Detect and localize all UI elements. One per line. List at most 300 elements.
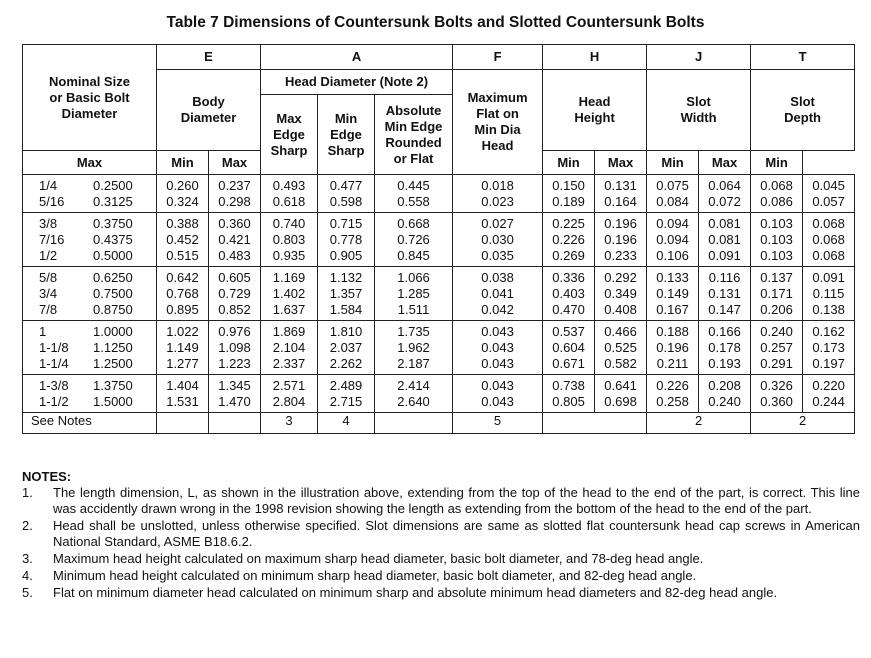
cell-value: 0.149 <box>656 286 689 301</box>
nominal-decimal: 1.2500 <box>93 356 133 371</box>
cell-value: 0.388 <box>166 216 199 231</box>
cell-value: 1.169 <box>272 270 306 285</box>
cell-value: 0.233 <box>604 248 637 263</box>
table-row-group <box>23 213 855 267</box>
head-height-header: Head Height <box>543 70 647 151</box>
cell-value: 0.525 <box>604 340 637 355</box>
footer-a-max-note: 3 <box>261 413 318 434</box>
cell-value: 0.197 <box>812 356 845 371</box>
cell-value: 1.098 <box>218 340 251 355</box>
value-cell-f <box>453 321 543 375</box>
cell-value: 0.226 <box>656 378 689 393</box>
value-cell-e-min <box>209 267 261 321</box>
cell-value: 1.223 <box>218 356 251 371</box>
value-cell-e-min <box>209 375 261 413</box>
letter-h-header: H <box>543 45 647 70</box>
value-cell-h-max <box>543 321 595 375</box>
cell-value: 0.043 <box>481 394 514 409</box>
value-cell-e-min <box>209 213 261 267</box>
table-row-group <box>23 321 855 375</box>
cell-value: 0.493 <box>272 178 306 193</box>
cell-value: 0.164 <box>604 194 637 209</box>
footer-f-note: 5 <box>453 413 543 434</box>
cell-value: 0.057 <box>812 194 845 209</box>
value-cell-e-max <box>157 321 209 375</box>
nominal-fraction: 5/8 <box>39 270 58 285</box>
head-diameter-header: Head Diameter (Note 2) <box>261 70 453 95</box>
cell-value: 2.337 <box>272 356 306 371</box>
cell-value: 1.132 <box>329 270 363 285</box>
footer-a-abs <box>375 413 453 434</box>
note-item <box>22 518 860 550</box>
cell-value: 0.225 <box>552 216 585 231</box>
note-item <box>22 551 860 567</box>
cell-value: 0.133 <box>656 270 689 285</box>
nominal-decimal: 0.7500 <box>93 286 133 301</box>
value-cell-a-abs <box>375 213 453 267</box>
value-cell-a-abs <box>375 175 453 213</box>
value-cell-t-min <box>803 321 855 375</box>
cell-value: 0.618 <box>272 194 306 209</box>
cell-value: 0.116 <box>708 270 741 285</box>
letter-f-header: F <box>453 45 543 70</box>
value-cell-a-max <box>261 213 318 267</box>
cell-value: 0.138 <box>812 302 845 317</box>
cell-value: 0.641 <box>604 378 637 393</box>
cell-value: 0.103 <box>760 232 793 247</box>
cell-value: 0.038 <box>481 270 514 285</box>
nominal-size-line <box>39 178 156 194</box>
see-notes-label: See Notes <box>23 413 157 434</box>
cell-value: 2.187 <box>397 356 430 371</box>
cell-value: 1.149 <box>166 340 199 355</box>
cell-value: 0.173 <box>812 340 845 355</box>
cell-value: 0.558 <box>397 194 430 209</box>
cell-value: 2.571 <box>272 378 306 393</box>
cell-value: 0.211 <box>656 356 689 371</box>
cell-value: 0.360 <box>218 216 251 231</box>
nominal-size-line <box>39 302 156 318</box>
nominal-decimal: 0.8750 <box>93 302 133 317</box>
cell-value: 0.042 <box>481 302 514 317</box>
value-cell-h-min <box>595 213 647 267</box>
nominal-size-line <box>39 356 156 372</box>
value-cell-j-min <box>699 375 751 413</box>
cell-value: 1.511 <box>397 302 430 317</box>
cell-value: 1.470 <box>218 394 251 409</box>
nominal-fraction: 7/16 <box>39 232 65 247</box>
j-min-header: Min <box>647 151 699 175</box>
t-min-header: Min <box>751 151 803 175</box>
cell-value: 0.642 <box>166 270 199 285</box>
cell-value: 0.403 <box>552 286 585 301</box>
cell-value: 0.726 <box>397 232 430 247</box>
cell-value: 0.043 <box>481 324 514 339</box>
cell-value: 2.804 <box>272 394 306 409</box>
cell-value: 0.729 <box>218 286 251 301</box>
value-cell-a-max <box>261 267 318 321</box>
cell-value: 0.240 <box>708 394 741 409</box>
value-cell-e-min <box>209 175 261 213</box>
footer-j-note: 2 <box>647 413 751 434</box>
cell-value: 0.408 <box>604 302 637 317</box>
table-body <box>23 175 855 413</box>
cell-value: 0.349 <box>604 286 637 301</box>
nominal-size-line <box>39 248 156 264</box>
table-title: Table 7 Dimensions of Countersunk Bolts and Slotted Countersunk Bolts <box>166 14 705 31</box>
cell-value: 0.740 <box>272 216 306 231</box>
cell-value: 0.326 <box>760 378 793 393</box>
slot-width-header: Slot Width <box>647 70 751 151</box>
nominal-size-cell <box>23 213 157 267</box>
nominal-size-line <box>39 216 156 232</box>
value-cell-t-min <box>803 375 855 413</box>
footer-e-max <box>157 413 209 434</box>
cell-value: 0.068 <box>760 178 793 193</box>
cell-value: 2.715 <box>329 394 363 409</box>
nominal-size-cell <box>23 267 157 321</box>
cell-value: 0.086 <box>760 194 793 209</box>
nominal-fraction: 5/16 <box>39 194 65 209</box>
value-cell-j-max <box>647 267 699 321</box>
value-cell-t-min <box>803 213 855 267</box>
value-cell-j-min <box>699 213 751 267</box>
cell-value: 0.768 <box>166 286 199 301</box>
cell-value: 0.698 <box>604 394 637 409</box>
footer-t-note: 2 <box>751 413 855 434</box>
value-cell-e-max <box>157 175 209 213</box>
cell-value: 0.027 <box>481 216 514 231</box>
table-row-group <box>23 375 855 413</box>
cell-value: 1.869 <box>272 324 306 339</box>
cell-value: 0.805 <box>552 394 585 409</box>
footer-h <box>543 413 647 434</box>
nominal-decimal: 1.5000 <box>93 394 133 409</box>
cell-value: 0.668 <box>397 216 430 231</box>
nominal-size-line <box>39 394 156 410</box>
value-cell-j-min <box>699 175 751 213</box>
e-min-header: Min <box>157 151 209 175</box>
letter-t-header: T <box>751 45 855 70</box>
value-cell-e-min <box>209 321 261 375</box>
cell-value: 1.402 <box>272 286 306 301</box>
cell-value: 0.094 <box>656 216 689 231</box>
footer-e-min <box>209 413 261 434</box>
cell-value: 0.803 <box>272 232 306 247</box>
value-cell-f <box>453 267 543 321</box>
nominal-decimal: 0.3125 <box>93 194 133 209</box>
min-edge-sharp-header: Min Edge Sharp <box>318 95 375 175</box>
nominal-size-cell <box>23 321 157 375</box>
cell-value: 0.196 <box>656 340 689 355</box>
nominal-size-cell <box>23 375 157 413</box>
cell-value: 0.072 <box>708 194 741 209</box>
value-cell-t-max <box>751 321 803 375</box>
cell-value: 0.043 <box>481 356 514 371</box>
cell-value: 1.022 <box>166 324 199 339</box>
cell-value: 1.277 <box>166 356 199 371</box>
cell-value: 0.598 <box>329 194 363 209</box>
value-cell-e-max <box>157 267 209 321</box>
cell-value: 0.445 <box>397 178 430 193</box>
footer-a-min-note: 4 <box>318 413 375 434</box>
cell-value: 0.196 <box>604 216 637 231</box>
cell-value: 0.131 <box>708 286 741 301</box>
nominal-decimal: 1.0000 <box>93 324 133 339</box>
value-cell-a-min <box>318 321 375 375</box>
cell-value: 0.103 <box>760 216 793 231</box>
note-number: 2. <box>22 518 33 533</box>
cell-value: 0.421 <box>218 232 251 247</box>
note-number: 5. <box>22 585 33 600</box>
value-cell-f <box>453 175 543 213</box>
value-cell-a-min <box>318 213 375 267</box>
value-cell-a-abs <box>375 375 453 413</box>
cell-value: 0.715 <box>329 216 363 231</box>
dimensions-table <box>22 44 855 434</box>
value-cell-t-max <box>751 213 803 267</box>
cell-value: 0.115 <box>812 286 845 301</box>
cell-value: 0.178 <box>708 340 741 355</box>
cell-value: 0.018 <box>481 178 514 193</box>
cell-value: 0.081 <box>708 216 741 231</box>
cell-value: 0.166 <box>708 324 741 339</box>
cell-value: 0.081 <box>708 232 741 247</box>
cell-value: 0.137 <box>760 270 793 285</box>
cell-value: 2.640 <box>397 394 430 409</box>
cell-value: 0.470 <box>552 302 585 317</box>
h-max-header: Max <box>209 151 261 175</box>
cell-value: 0.477 <box>329 178 363 193</box>
note-item <box>22 568 860 584</box>
cell-value: 0.257 <box>760 340 793 355</box>
note-text: The length dimension, L, as shown in the illustration above, extending from the top of the head to the end of the part, is correct. This line was accidently drawn wrong in the 1998 revision showing the length as extending from the bottom of the head to the end of the part. <box>53 485 860 516</box>
cell-value: 0.171 <box>760 286 793 301</box>
value-cell-j-max <box>647 375 699 413</box>
nominal-decimal: 0.6250 <box>93 270 133 285</box>
note-text: Minimum head height calculated on minimum sharp head diameter, basic bolt diameter, and 82-deg head angle. <box>53 568 697 583</box>
nominal-size-line <box>39 378 156 394</box>
value-cell-j-min <box>699 321 751 375</box>
cell-value: 0.103 <box>760 248 793 263</box>
value-cell-t-max <box>751 375 803 413</box>
cell-value: 2.414 <box>397 378 430 393</box>
note-text: Maximum head height calculated on maximum sharp head diameter, basic bolt diameter, and 78-deg head angle. <box>53 551 704 566</box>
value-cell-t-max <box>751 175 803 213</box>
value-cell-a-max <box>261 375 318 413</box>
cell-value: 0.064 <box>708 178 741 193</box>
cell-value: 0.845 <box>397 248 430 263</box>
cell-value: 0.150 <box>552 178 585 193</box>
cell-value: 0.091 <box>812 270 845 285</box>
value-cell-t-min <box>803 175 855 213</box>
cell-value: 0.324 <box>166 194 199 209</box>
cell-value: 0.035 <box>481 248 514 263</box>
cell-value: 0.131 <box>604 178 637 193</box>
cell-value: 0.094 <box>656 232 689 247</box>
cell-value: 0.582 <box>604 356 637 371</box>
cell-value: 0.905 <box>329 248 363 263</box>
note-number: 3. <box>22 551 33 566</box>
value-cell-h-min <box>595 321 647 375</box>
h-min-header: Min <box>543 151 595 175</box>
notes-list <box>22 485 860 601</box>
table-footer <box>23 413 855 434</box>
cell-value: 0.778 <box>329 232 363 247</box>
cell-value: 0.298 <box>218 194 251 209</box>
cell-value: 2.037 <box>329 340 363 355</box>
t-max-header: Max <box>699 151 751 175</box>
cell-value: 0.206 <box>760 302 793 317</box>
table-row-group <box>23 175 855 213</box>
cell-value: 0.738 <box>552 378 585 393</box>
cell-value: 0.196 <box>604 232 637 247</box>
cell-value: 0.193 <box>708 356 741 371</box>
value-cell-a-min <box>318 267 375 321</box>
cell-value: 0.935 <box>272 248 306 263</box>
nominal-fraction: 3/4 <box>39 286 58 301</box>
cell-value: 0.106 <box>656 248 689 263</box>
max-flat-header: Maximum Flat on Min Dia Head <box>453 70 543 175</box>
nominal-size-line <box>39 194 156 210</box>
cell-value: 0.537 <box>552 324 585 339</box>
cell-value: 0.167 <box>656 302 689 317</box>
cell-value: 0.604 <box>552 340 585 355</box>
value-cell-f <box>453 213 543 267</box>
cell-value: 0.147 <box>708 302 741 317</box>
cell-value: 1.531 <box>166 394 199 409</box>
value-cell-t-max <box>751 267 803 321</box>
note-number: 1. <box>22 485 33 500</box>
cell-value: 0.240 <box>760 324 793 339</box>
value-cell-f <box>453 375 543 413</box>
note-number: 4. <box>22 568 33 583</box>
cell-value: 0.466 <box>604 324 637 339</box>
cell-value: 0.068 <box>812 248 845 263</box>
nominal-size-cell <box>23 175 157 213</box>
cell-value: 0.068 <box>812 216 845 231</box>
cell-value: 1.735 <box>397 324 430 339</box>
cell-value: 0.030 <box>481 232 514 247</box>
nominal-size-line <box>39 232 156 248</box>
cell-value: 0.091 <box>708 248 741 263</box>
note-item <box>22 485 860 517</box>
nominal-fraction: 1-1/2 <box>39 394 69 409</box>
nominal-fraction: 7/8 <box>39 302 58 317</box>
notes-section <box>22 469 860 602</box>
j-max-header: Max <box>595 151 647 175</box>
letter-j-header: J <box>647 45 751 70</box>
cell-value: 0.260 <box>166 178 199 193</box>
cell-value: 0.852 <box>218 302 251 317</box>
cell-value: 0.976 <box>218 324 251 339</box>
cell-value: 1.404 <box>166 378 199 393</box>
cell-value: 1.285 <box>397 286 430 301</box>
value-cell-a-min <box>318 175 375 213</box>
value-cell-a-max <box>261 321 318 375</box>
body-diameter-header: Body Diameter <box>157 70 261 151</box>
max-edge-sharp-header: Max Edge Sharp <box>261 95 318 175</box>
cell-value: 0.208 <box>708 378 741 393</box>
value-cell-j-max <box>647 175 699 213</box>
value-cell-e-max <box>157 375 209 413</box>
nominal-decimal: 0.2500 <box>93 178 133 193</box>
cell-value: 1.810 <box>329 324 363 339</box>
cell-value: 0.291 <box>760 356 793 371</box>
note-item <box>22 585 860 601</box>
value-cell-h-min <box>595 267 647 321</box>
cell-value: 0.671 <box>552 356 585 371</box>
cell-value: 0.244 <box>812 394 845 409</box>
cell-value: 0.452 <box>166 232 199 247</box>
nominal-size-line <box>39 340 156 356</box>
slot-depth-header: Slot Depth <box>751 70 855 151</box>
cell-value: 0.226 <box>552 232 585 247</box>
value-cell-j-max <box>647 213 699 267</box>
value-cell-h-min <box>595 375 647 413</box>
cell-value: 0.075 <box>656 178 689 193</box>
value-cell-e-max <box>157 213 209 267</box>
cell-value: 0.605 <box>218 270 251 285</box>
e-max-header: Max <box>23 151 157 175</box>
cell-value: 0.258 <box>656 394 689 409</box>
value-cell-h-max <box>543 267 595 321</box>
value-cell-h-min <box>595 175 647 213</box>
cell-value: 0.220 <box>812 378 845 393</box>
cell-value: 2.262 <box>329 356 363 371</box>
cell-value: 0.043 <box>481 378 514 393</box>
cell-value: 0.895 <box>166 302 199 317</box>
nominal-fraction: 1/2 <box>39 248 58 263</box>
cell-value: 0.068 <box>812 232 845 247</box>
cell-value: 0.023 <box>481 194 514 209</box>
cell-value: 0.237 <box>218 178 251 193</box>
nominal-decimal: 1.3750 <box>93 378 133 393</box>
value-cell-h-max <box>543 175 595 213</box>
notes-heading: NOTES: <box>22 469 72 484</box>
cell-value: 0.043 <box>481 340 514 355</box>
cell-value: 0.189 <box>552 194 585 209</box>
nominal-fraction: 3/8 <box>39 216 58 231</box>
cell-value: 1.345 <box>218 378 251 393</box>
cell-value: 0.292 <box>604 270 637 285</box>
value-cell-h-max <box>543 213 595 267</box>
value-cell-a-max <box>261 175 318 213</box>
nominal-size-header: Nominal Size or Basic Bolt Diameter <box>23 45 157 151</box>
cell-value: 2.489 <box>329 378 363 393</box>
table-header <box>23 45 855 175</box>
nominal-fraction: 1-3/8 <box>39 378 69 393</box>
cell-value: 0.045 <box>812 178 845 193</box>
value-cell-a-min <box>318 375 375 413</box>
cell-value: 0.360 <box>760 394 793 409</box>
table-row-group <box>23 267 855 321</box>
value-cell-j-min <box>699 267 751 321</box>
absolute-min-edge-header: Absolute Min Edge Rounded or Flat <box>375 95 453 175</box>
cell-value: 0.515 <box>166 248 199 263</box>
nominal-size-line <box>39 324 156 340</box>
cell-value: 0.188 <box>656 324 689 339</box>
value-cell-h-max <box>543 375 595 413</box>
value-cell-t-min <box>803 267 855 321</box>
letter-e-header: E <box>157 45 261 70</box>
nominal-decimal: 0.3750 <box>93 216 133 231</box>
value-cell-a-abs <box>375 321 453 375</box>
cell-value: 0.041 <box>481 286 514 301</box>
nominal-decimal: 0.4375 <box>93 232 133 247</box>
note-text: Head shall be unslotted, unless otherwise specified. Slot dimensions are same as slotted flat countersunk head cap screws in American National Standard, ASME B18.6.2. <box>53 518 860 549</box>
cell-value: 1.584 <box>329 302 363 317</box>
